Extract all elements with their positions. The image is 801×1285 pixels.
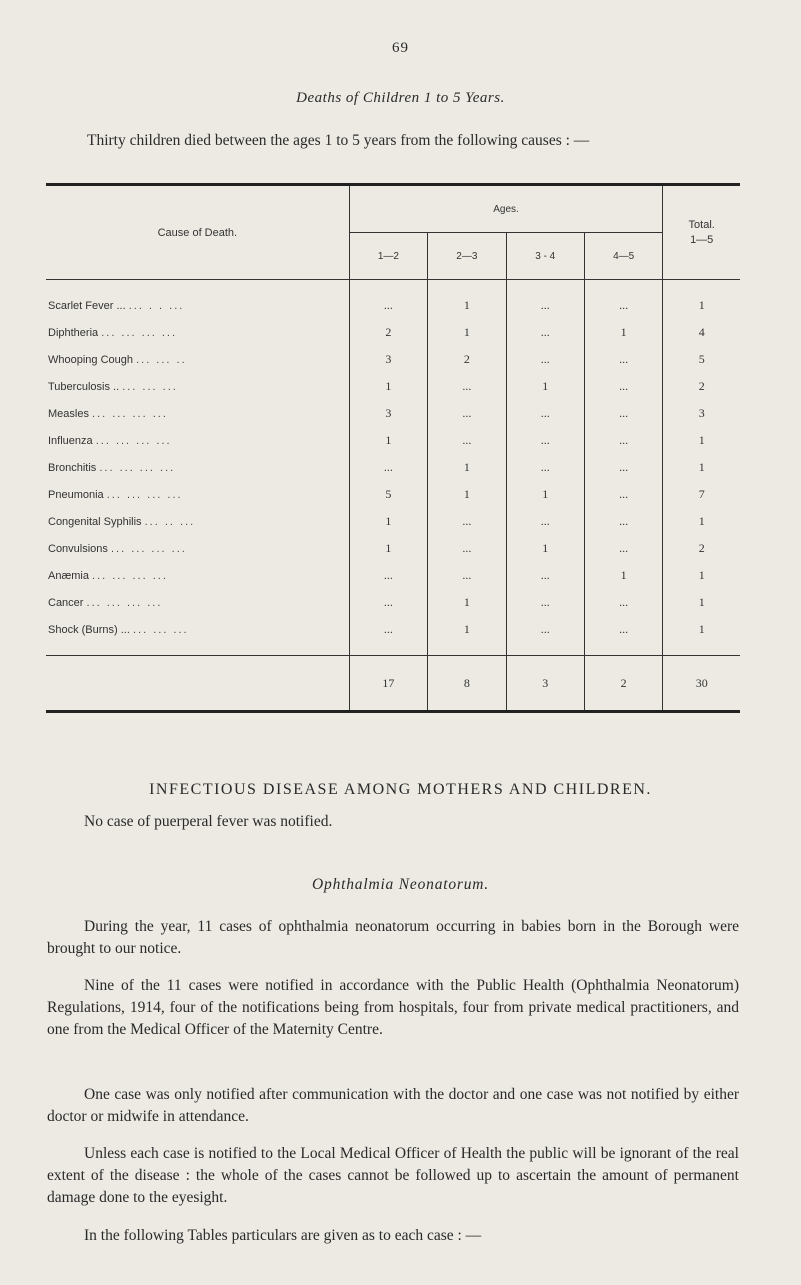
value-cell: ... <box>506 400 584 427</box>
table-row <box>46 589 740 616</box>
age-col-3-4: 3 - 4 <box>506 233 584 280</box>
value-cell: ... <box>584 346 662 373</box>
table-row <box>46 427 740 454</box>
cause-cell <box>46 481 349 508</box>
age-col-2-3: 2—3 <box>428 233 506 280</box>
value-cell: ... <box>349 280 427 320</box>
ophthalmia-title: Ophthalmia Neonatorum. <box>312 876 489 893</box>
age-col-1-2: 1—2 <box>349 233 427 280</box>
value-cell: 1 <box>428 481 506 508</box>
value-cell: ... <box>428 508 506 535</box>
leader-dots: ... .. ... <box>144 515 196 528</box>
value-cell: ... <box>428 535 506 562</box>
value-cell: 1 <box>428 319 506 346</box>
value-cell: ... <box>428 562 506 589</box>
leader-dots: ... ... ... <box>132 623 189 636</box>
deaths-table <box>46 183 740 713</box>
cause-cell <box>46 454 349 481</box>
row-total-cell: 1 <box>698 568 705 582</box>
value-cell: ... <box>584 616 662 656</box>
value-cell: 1 <box>506 481 584 508</box>
cause-label: Shock (Burns) ... <box>48 623 130 636</box>
row-total-cell: 1 <box>698 514 705 528</box>
cause-label: Convulsions <box>48 542 108 555</box>
cause-label: Tuberculosis .. <box>48 380 120 393</box>
intro-text <box>47 128 739 154</box>
row-total-cell: 2 <box>698 541 705 555</box>
value-cell: 1 <box>349 535 427 562</box>
value-cell: ... <box>506 346 584 373</box>
value-cell: ... <box>584 454 662 481</box>
value-cell: ... <box>584 280 662 320</box>
cause-cell <box>46 616 349 656</box>
value-cell: ... <box>506 280 584 320</box>
table-row <box>46 454 740 481</box>
row-total-cell: 1 <box>698 595 705 609</box>
grand-total: 30 <box>663 656 740 711</box>
leader-dots: ... . . ... <box>128 299 185 312</box>
value-cell: 5 <box>349 481 427 508</box>
table-row <box>46 535 740 562</box>
cause-cell <box>46 562 349 589</box>
value-cell: 1 <box>428 280 506 320</box>
table-row <box>46 400 740 427</box>
cause-cell <box>46 535 349 562</box>
cause-cell <box>46 346 349 373</box>
cause-cell <box>46 589 349 616</box>
cause-cell <box>46 319 349 346</box>
value-cell: ... <box>428 400 506 427</box>
cause-cell <box>46 427 349 454</box>
row-total-cell: 5 <box>698 352 705 366</box>
value-cell: 3 <box>349 346 427 373</box>
infectious-disease-heading: INFECTIOUS DISEASE AMONG MOTHERS AND CHILDREN. <box>149 781 652 798</box>
value-cell: ... <box>506 454 584 481</box>
leader-dots: ... ... ... ... <box>99 461 176 474</box>
row-total-cell: 1 <box>698 622 705 636</box>
totals-row <box>46 656 740 711</box>
table-row <box>46 319 740 346</box>
value-cell: ... <box>349 562 427 589</box>
paragraph-1: During the year, 11 cases of ophthalmia neonatorum occurring in babies born in the Borough were brought to our notice. <box>47 918 739 957</box>
value-cell: ... <box>506 508 584 535</box>
value-cell: 1 <box>584 319 662 346</box>
row-total-cell: 3 <box>698 406 705 420</box>
value-cell: 1 <box>428 589 506 616</box>
total-3-4: 3 <box>506 656 584 711</box>
value-cell: 1 <box>349 427 427 454</box>
value-cell: ... <box>349 616 427 656</box>
value-cell: 3 <box>349 400 427 427</box>
row-total-cell: 4 <box>698 325 705 339</box>
row-total-cell: 2 <box>698 379 705 393</box>
leader-dots: ... ... ... ... <box>86 596 163 609</box>
cause-label: Influenza <box>48 434 93 447</box>
leader-dots: ... ... .. <box>136 353 187 366</box>
value-cell: 1 <box>506 373 584 400</box>
value-cell: 1 <box>506 535 584 562</box>
total-1-2: 17 <box>349 656 427 711</box>
value-cell: 1 <box>349 373 427 400</box>
ages-header: Ages. <box>349 186 663 233</box>
value-cell: ... <box>428 427 506 454</box>
value-cell: ... <box>584 481 662 508</box>
puerperal-paragraph: No case of puerperal fever was notified. <box>84 813 333 830</box>
value-cell: ... <box>584 373 662 400</box>
paragraph-5: In the following Tables particulars are given as to each case : — <box>84 1227 482 1244</box>
value-cell: ... <box>506 319 584 346</box>
cause-label: Measles <box>48 407 89 420</box>
leader-dots: ... ... ... ... <box>92 407 168 420</box>
row-total-cell: 1 <box>698 433 705 447</box>
total-2-3: 8 <box>428 656 506 711</box>
value-cell: ... <box>506 427 584 454</box>
table-row <box>46 616 740 656</box>
total-4-5: 2 <box>584 656 662 711</box>
cause-label: Bronchitis <box>48 461 97 474</box>
leader-dots: ... ... ... ... <box>95 434 172 447</box>
value-cell: ... <box>584 535 662 562</box>
cause-label: Scarlet Fever ... <box>48 299 126 312</box>
cause-cell <box>46 508 349 535</box>
value-cell: ... <box>506 562 584 589</box>
cause-cell <box>46 400 349 427</box>
section-title: Deaths of Children 1 to 5 Years. <box>296 90 505 106</box>
value-cell: ... <box>584 427 662 454</box>
table-row <box>46 508 740 535</box>
intro-sentence: Thirty children died between the ages 1 to 5 years from the following causes : — <box>87 132 590 149</box>
total-header-range: 1—5 <box>690 233 714 246</box>
value-cell: ... <box>428 373 506 400</box>
leader-dots: ... ... ... ... <box>101 326 178 339</box>
value-cell: 1 <box>584 562 662 589</box>
cause-label: Pneumonia <box>48 488 104 501</box>
table-row <box>46 346 740 373</box>
row-total-cell: 1 <box>698 298 705 312</box>
value-cell: 2 <box>349 319 427 346</box>
cause-label: Congenital Syphilis <box>48 515 142 528</box>
value-cell: 1 <box>428 454 506 481</box>
cause-label: Cancer <box>48 596 84 609</box>
value-cell: ... <box>506 589 584 616</box>
paragraph-2: Nine of the 11 cases were notified in accordance with the Public Health (Ophthalmia Neonatorum) Regulations, 1914, four of the notifications being from hospitals, four from private medical practitioners, and one from the Medical Officer of the Maternity Centre. <box>47 977 739 1038</box>
cause-label: Anæmia <box>48 569 89 582</box>
cause-label: Diphtheria <box>48 326 99 339</box>
value-cell: 2 <box>428 346 506 373</box>
page-number: 69 <box>392 40 409 56</box>
value-cell: 1 <box>428 616 506 656</box>
value-cell: ... <box>584 400 662 427</box>
table-row <box>46 373 740 400</box>
value-cell: ... <box>584 589 662 616</box>
leader-dots: ... ... ... <box>122 380 178 393</box>
age-col-4-5: 4—5 <box>584 233 662 280</box>
leader-dots: ... ... ... ... <box>92 569 168 582</box>
paragraph-4: Unless each case is notified to the Local Medical Officer of Health the public will be ignorant of the real extent of the disease : the whole of the cases cannot be followed up to ascertain the amount of permanent damage done to the eyesight. <box>47 1145 739 1206</box>
total-header <box>663 186 740 279</box>
leader-dots: ... ... ... ... <box>106 488 183 501</box>
value-cell: ... <box>349 589 427 616</box>
cause-header: Cause of Death. <box>46 186 349 279</box>
table-row <box>46 481 740 508</box>
cause-cell <box>46 373 349 400</box>
cause-label: Whooping Cough <box>48 353 134 366</box>
paragraph-3: One case was only notified after communication with the doctor and one case was not notified by either doctor or midwife in attendance. <box>47 1086 739 1125</box>
value-cell: ... <box>506 616 584 656</box>
row-total-cell: 1 <box>698 460 705 474</box>
table-row <box>46 280 740 320</box>
value-cell: ... <box>349 454 427 481</box>
cause-cell <box>46 280 349 320</box>
leader-dots: ... ... ... ... <box>110 542 187 555</box>
value-cell: 1 <box>349 508 427 535</box>
total-header-label: Total. <box>688 218 715 231</box>
row-total-cell: 7 <box>698 487 705 501</box>
value-cell: ... <box>584 508 662 535</box>
table-row <box>46 562 740 589</box>
